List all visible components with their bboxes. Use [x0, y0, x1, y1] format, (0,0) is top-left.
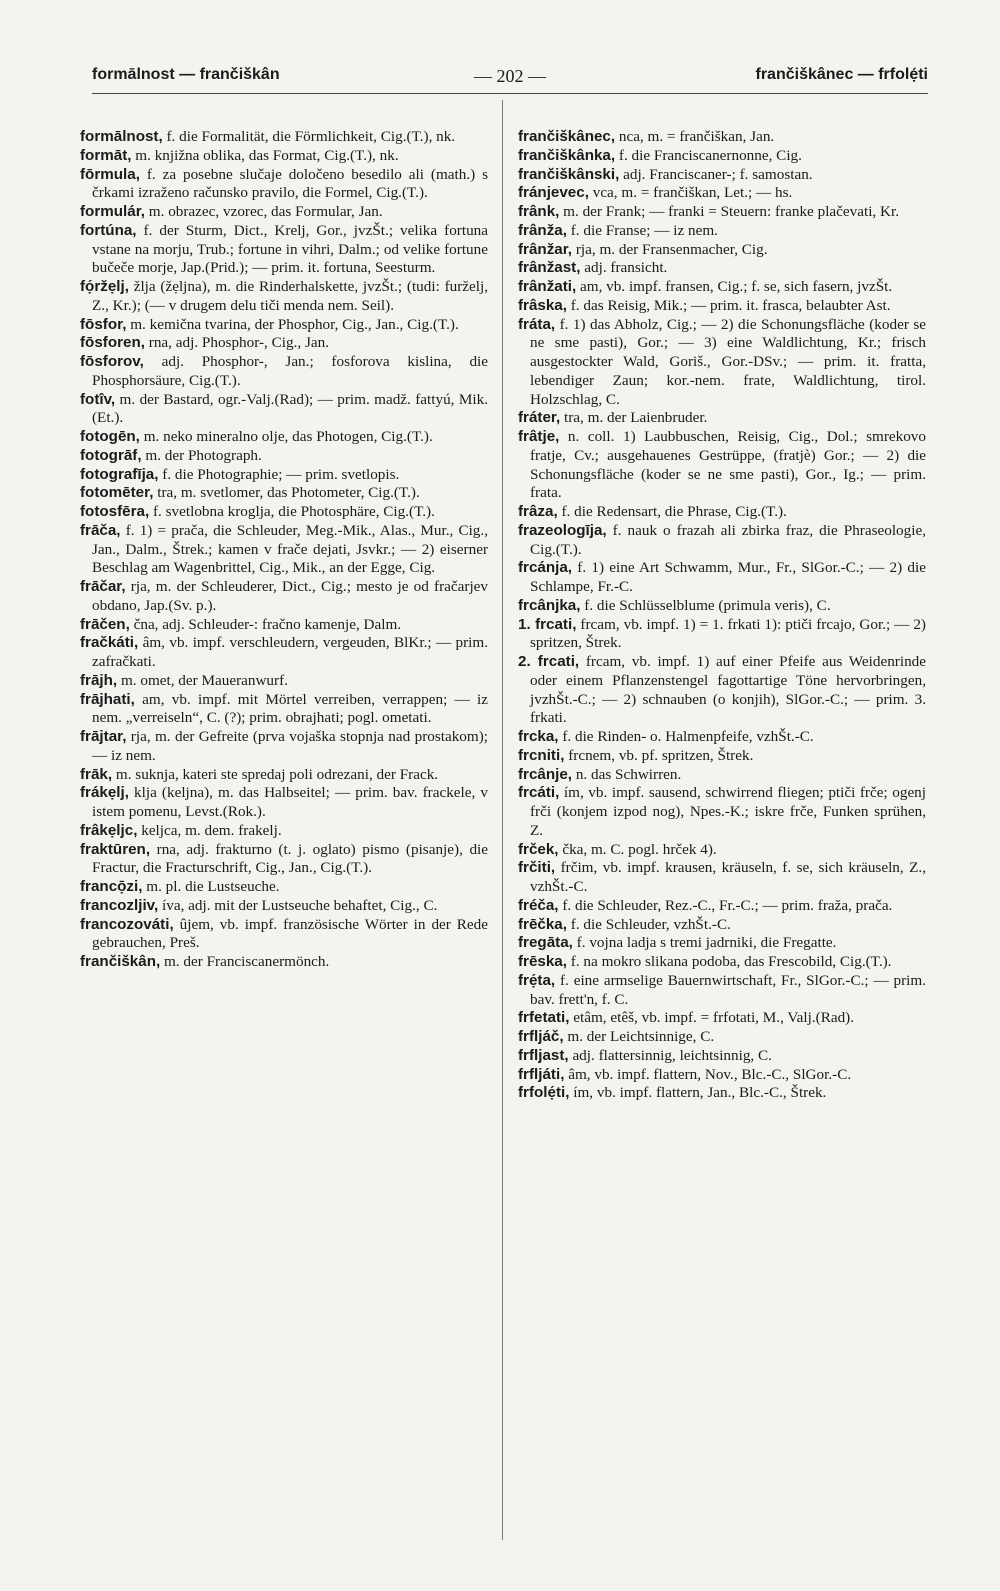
dictionary-entry: [80, 353, 488, 391]
entry-definition: âm, vb. impf. flattern, Nov., Blc.-C., SlGor.-C.: [564, 1065, 852, 1083]
dictionary-entry: [80, 166, 488, 204]
dictionary-entry: [518, 503, 926, 522]
entry-definition: adj. flattersinnig, leichtsinnig, C.: [568, 1046, 772, 1064]
entry-headword: frcânjka,: [518, 596, 581, 614]
dictionary-entry: [80, 334, 488, 353]
header-rule: [92, 93, 928, 94]
entry-definition: m. neko mineralno olje, das Photogen, Cig.(T.).: [139, 428, 433, 445]
entry-definition: f. die Franse; — iz nem.: [566, 221, 718, 239]
dictionary-entry: [80, 484, 488, 503]
entry-definition: frcam, vb. impf. 1) auf einer Pfeife aus Weidenrinde oder einem Pflanzenstengel fagottartige Töne hervorbringen, jvzhŠt.-C.; — 2) schnauben (o konjih), SlGor.-C.; — prim. 3. frkati.: [530, 653, 926, 727]
entry-definition: nca, m. = frančiškan, Jan.: [615, 128, 775, 145]
entry-definition: f. na mokro slikana podoba, das Frescobild, Cig.(T.).: [566, 953, 892, 970]
entry-headword: frânžast,: [518, 259, 581, 277]
entry-definition: f. die Redensart, die Phrase, Cig.(T.).: [557, 503, 787, 520]
entry-definition: m. der Photograph.: [141, 446, 262, 464]
entry-definition: f. die Photographie; — prim. svetlopis.: [158, 465, 400, 483]
dictionary-entry: [80, 278, 488, 316]
entry-definition: n. coll. 1) Laubbuschen, Reisig, Cig., Dol.; smrekovo fratje, Cv.; ausgehauenes Gestrüppe, (fratjè) Gor.; — 2) die Schonungsfläche (koder se ne sme pasti), Gor., Ig.; — prim. frata.: [530, 428, 926, 502]
entry-definition: f. 1) eine Art Schwamm, Mur., Fr., SlGor.-C.; — 2) die Schlampe, Fr.-C.: [530, 559, 926, 595]
entry-headword: frančiškânec,: [518, 128, 616, 145]
entry-definition: adj. Phosphor-, Jan.; fosforova kislina, die Phosphorsäure, Cig.(T.).: [92, 353, 488, 389]
entry-definition: frcnem, vb. pf. spritzen, Štrek.: [564, 746, 754, 764]
entry-definition: rja, m. der Fransenmacher, Cig.: [572, 240, 768, 258]
dictionary-entry: [518, 766, 926, 785]
right-column: [518, 128, 926, 1103]
page-header: [92, 66, 928, 88]
entry-definition: rna, adj. frakturno (t. j. oglato) pismo (pisanje), die Fractur, die Fracturschrift, Cig., Jan., Cig.(T.).: [92, 840, 488, 877]
dictionary-entry: [518, 784, 926, 840]
entry-definition: klja (keljna), m. das Halbseitel; — prim. bav. frackele, v istem pomenu, Levst.(Rok.).: [92, 784, 488, 820]
entry-definition: m. kemična tvarina, der Phosphor, Cig., Jan., Cig.(T.).: [126, 315, 459, 333]
dictionary-entry: [80, 766, 488, 785]
dictionary-entry: [518, 241, 926, 260]
entry-headword: frânžar,: [518, 240, 573, 258]
entry-definition: f. die Schleuder, vzhŠt.-C.: [566, 915, 731, 933]
dictionary-entry: [518, 1009, 926, 1028]
entry-headword: francozljiv,: [80, 896, 159, 914]
entry-definition: tra, m. svetlomer, das Photometer, Cig.(T.).: [153, 484, 420, 502]
entry-definition: m. der Franciscanermönch.: [160, 953, 330, 970]
entry-headword: frâtje,: [518, 428, 560, 445]
entry-definition: m. suknja, kateri ste spredaj poli odrezani, der Frack.: [112, 765, 439, 783]
entry-definition: m. obrazec, vzorec, das Formular, Jan.: [144, 203, 383, 220]
entry-headword: fotogēn,: [80, 428, 140, 445]
entry-definition: keljca, m. dem. frakelj.: [137, 821, 282, 839]
entry-headword: frāčen,: [80, 615, 130, 633]
entry-headword: frcánja,: [518, 559, 573, 577]
entry-definition: f. die Schlüsselblume (primula veris), C.: [580, 596, 831, 614]
dictionary-entry: [518, 953, 926, 972]
entry-headword: fotosfēra,: [80, 503, 150, 520]
entry-definition: am, vb. impf. mit Mörtel verreiben, verrappen; — iz nem. „verreiseln“, C. (?); prim. obrajhati; pogl. ometati.: [92, 690, 488, 727]
entry-definition: f. die Rinden- o. Halmenpfeife, vzhŠt.-C.: [558, 728, 814, 745]
dictionary-entry: [518, 1028, 926, 1047]
entry-definition: adj. fransicht.: [580, 259, 668, 277]
entry-headword: frfljáti,: [518, 1065, 565, 1083]
entry-headword: fračkáti,: [80, 634, 139, 652]
entry-headword: frančiškân,: [80, 953, 161, 970]
entry-definition: m. der Bastard, ogr.-Valj.(Rad); — prim. madž. fattyú, Mik.(Et.).: [92, 390, 488, 427]
entry-headword: frfljast,: [518, 1046, 569, 1064]
entry-definition: vca, m. = frančiškan, Let.; — hs.: [588, 184, 793, 202]
dictionary-entry: [80, 391, 488, 429]
dictionary-entry: [518, 184, 926, 203]
entry-headword: formāt,: [80, 146, 132, 164]
dictionary-entry: [518, 409, 926, 428]
dictionary-entry: [518, 203, 926, 222]
dictionary-entry: [80, 916, 488, 954]
dictionary-entry: [80, 691, 488, 729]
entry-definition: adj. Franciscaner-; f. samostan.: [619, 165, 813, 183]
dictionary-entry: [80, 634, 488, 672]
entry-headword: frančiškânka,: [518, 146, 616, 164]
entry-definition: m. der Leichtsinnige, C.: [563, 1028, 715, 1045]
entry-headword: frāk,: [80, 765, 113, 783]
entry-definition: f. za posebne slučaje določeno besedilo ali (math.) s črkami izraženo računsko pravilo, die Formel, Cig.(T.).: [92, 165, 488, 202]
entry-headword: frfolẹ́ti,: [518, 1084, 570, 1102]
dictionary-entry: [518, 222, 926, 241]
entry-headword: frâska,: [518, 296, 567, 314]
entry-headword: 1. frcati,: [518, 615, 577, 633]
dictionary-entry: [518, 653, 926, 728]
entry-definition: f. 1) = prača, die Schleuder, Meg.-Mik., Alas., Mur., Cig., Jan., Dalm., Štrek.; kamen v frače dejati, Jsvkr.; — 2) eiserner Beschlag am Wagenbrittel, Cig., Mik., an der Egge, Cig.: [92, 521, 488, 577]
entry-definition: rja, m. der Gefreite (prva vojaška stopnja nad prostakom); — iz nem.: [92, 728, 488, 764]
entry-headword: fọ́ržẹlj,: [80, 278, 129, 295]
entry-headword: frcáti,: [518, 784, 560, 802]
entry-definition: čna, adj. Schleuder-: fračno kamenje, Dalm.: [129, 615, 402, 633]
entry-definition: m. pl. die Lustseuche.: [142, 878, 280, 895]
dictionary-entry: [518, 1066, 926, 1085]
dictionary-entry: [518, 859, 926, 897]
entry-definition: f. 1) das Abholz, Cig.; — 2) die Schonungsfläche (koder se ne sme pasti), Gor.; — 3) eine Waldlichtung, Kr.; frisch ausgestockter Wald, Goriš., Gor.-DSv.; — prim. it. fratta, lebendiger Zaun; kor.-nem. frate, Waldlichtung, tirol. Holzschlag, C.: [530, 315, 926, 408]
entry-definition: f. eine armselige Bauernwirtschaft, Fr., SlGor.-C.; — prim. bav. frett'n, f. C.: [530, 971, 926, 1008]
dictionary-entry: [518, 316, 926, 410]
entry-definition: f. die Schleuder, Rez.-C., Fr.-C.; — prim. fraža, prača.: [558, 896, 893, 914]
entry-headword: frček,: [518, 840, 559, 858]
dictionary-entry: [518, 1047, 926, 1066]
entry-headword: frâkẹljc,: [80, 821, 138, 839]
entry-definition: tra, m. der Laienbruder.: [560, 409, 708, 427]
dictionary-entry: [80, 616, 488, 635]
entry-definition: f. nauk o frazah ali zbirka fraz, die Phraseologie, Cig.(T.).: [530, 521, 926, 558]
dictionary-entry: [518, 259, 926, 278]
dictionary-entry: [518, 128, 926, 147]
entry-headword: frẹ́ta,: [518, 971, 556, 989]
entry-headword: fotîv,: [80, 390, 116, 408]
dictionary-entry: [80, 428, 488, 447]
entry-headword: fōsforov,: [80, 353, 144, 370]
entry-headword: frazeologīja,: [518, 521, 607, 539]
dictionary-entry: [80, 878, 488, 897]
entry-headword: fōrmula,: [80, 165, 140, 183]
entry-definition: am, vb. impf. fransen, Cig.; f. se, sich fasern, jvzŠt.: [576, 278, 893, 295]
entry-definition: m. knjižna oblika, das Format, Cig.(T.), nk.: [131, 146, 399, 164]
dictionary-entry: [518, 728, 926, 747]
dictionary-entry: [80, 953, 488, 972]
dictionary-entry: [518, 166, 926, 185]
entry-headword: frāča,: [80, 521, 121, 539]
dictionary-entry: [80, 128, 488, 147]
entry-definition: ûjem, vb. impf. französische Wörter in der Rede gebrauchen, Preš.: [92, 915, 488, 952]
entry-headword: fráta,: [518, 315, 556, 333]
entry-headword: fotogrāf,: [80, 446, 142, 464]
dictionary-entry: [518, 297, 926, 316]
dictionary-entry: [80, 784, 488, 822]
entry-definition: âm, vb. impf. verschleudern, vergeuden, BlKr.; — prim. zafračkati.: [92, 634, 488, 670]
entry-headword: formālnost,: [80, 128, 163, 145]
entry-definition: f. das Reisig, Mik.; — prim. it. frasca, belaubter Ast.: [566, 296, 891, 314]
dictionary-entry: [80, 222, 488, 278]
entry-definition: f. vojna ladja s tremi jadrniki, die Fregatte.: [572, 934, 837, 952]
entry-headword: formulár,: [80, 203, 145, 220]
dictionary-entry: [518, 428, 926, 503]
dictionary-entry: [80, 841, 488, 879]
entry-headword: frčiti,: [518, 859, 556, 877]
dictionary-entry: [80, 503, 488, 522]
entry-headword: fōsforen,: [80, 334, 145, 352]
dictionary-entry: [518, 1084, 926, 1103]
dictionary-entry: [80, 147, 488, 166]
entry-definition: rja, m. der Schleuderer, Dict., Cig.; mesto je od fračarjev obdano, Jap.(Sv. p.).: [92, 578, 488, 614]
dictionary-entry: [518, 278, 926, 297]
dictionary-entry: [518, 747, 926, 766]
entry-headword: frânk,: [518, 203, 560, 220]
entry-headword: frfljáč,: [518, 1028, 564, 1045]
entry-definition: f. die Franciscanernonne, Cig.: [615, 146, 802, 164]
dictionary-entry: [80, 897, 488, 916]
entry-definition: žlja (žẹljna), m. die Rinderhalskette, jvzŠt.; (tudi: furželj, Z., Kr.); (— v drugem delu tiči menda nem. Seil).: [92, 278, 488, 314]
entry-definition: f. der Sturm, Dict., Krelj, Gor., jvzŠt.; velika fortuna vstane na morju, Trub.; fortune in vihri, Dalm.; od velike fortune bučeče morje, Jap.(Prid.); — prim. it. fortuna, Seesturm.: [92, 221, 488, 277]
entry-headword: 2. frcati,: [518, 653, 580, 670]
entry-definition: n. das Schwirren.: [572, 765, 682, 783]
entry-headword: frânža,: [518, 221, 567, 239]
entry-definition: čka, m. C. pogl. hrček 4).: [558, 840, 717, 858]
entry-headword: frēčka,: [518, 915, 567, 933]
entry-headword: francozováti,: [80, 915, 174, 933]
entry-definition: frčim, vb. impf. krausen, kräuseln, f. se, sich kräuseln, Z., vzhŠt.-C.: [530, 859, 926, 895]
entry-headword: francọ̄zi,: [80, 878, 143, 895]
dictionary-entry: [518, 972, 926, 1010]
entry-definition: etâm, etêš, vb. impf. = frfotati, M., Valj.(Rad).: [569, 1009, 855, 1027]
column-divider: [502, 100, 503, 1540]
entry-headword: fōsfor,: [80, 315, 127, 333]
entry-headword: fraktūren,: [80, 840, 151, 858]
entry-definition: f. svetlobna kroglja, die Photosphäre, Cig.(T.).: [149, 503, 435, 520]
entry-definition: m. der Frank; — franki = Steuern: franke plačevati, Kr.: [559, 203, 899, 220]
entry-headword: frājh,: [80, 671, 118, 689]
entry-headword: frcka,: [518, 728, 559, 745]
entry-headword: fránjevec,: [518, 184, 589, 202]
dictionary-entry: [518, 897, 926, 916]
dictionary-entry: [80, 522, 488, 578]
dictionary-entry: [518, 522, 926, 560]
left-column: [80, 128, 488, 972]
entry-headword: frcânje,: [518, 765, 573, 783]
entry-headword: frcniti,: [518, 746, 565, 764]
entry-headword: frājtar,: [80, 728, 127, 745]
dictionary-entry: [80, 672, 488, 691]
entry-headword: frfetati,: [518, 1009, 570, 1027]
entry-headword: frânžati,: [518, 278, 577, 295]
entry-headword: fregāta,: [518, 934, 573, 952]
entry-headword: frančiškânski,: [518, 165, 620, 183]
entry-headword: frēska,: [518, 953, 567, 970]
dictionary-entry: [518, 841, 926, 860]
entry-headword: fotografīja,: [80, 465, 159, 483]
dictionary-entry: [80, 466, 488, 485]
entry-definition: m. omet, der Maueranwurf.: [117, 671, 288, 689]
dictionary-entry: [518, 934, 926, 953]
dictionary-entry: [518, 616, 926, 654]
entry-headword: fréča,: [518, 896, 559, 914]
entry-definition: f. die Formalität, die Förmlichkeit, Cig.(T.), nk.: [162, 128, 456, 145]
entry-headword: fortúna,: [80, 221, 137, 239]
dictionary-entry: [80, 316, 488, 335]
dictionary-entry: [80, 728, 488, 766]
entry-headword: frāčar,: [80, 578, 126, 595]
dictionary-entry: [518, 147, 926, 166]
header-right-range: frančiškânec — frfolẹ́ti: [755, 66, 928, 83]
dictionary-entry: [80, 578, 488, 616]
dictionary-entry: [80, 203, 488, 222]
dictionary-entry: [518, 916, 926, 935]
dictionary-entry: [80, 447, 488, 466]
header-left-range: formālnost — frančiškân: [92, 66, 280, 83]
entry-headword: frákẹlj,: [80, 784, 129, 802]
dictionary-entry: [518, 597, 926, 616]
dictionary-entry: [518, 559, 926, 597]
entry-definition: frcam, vb. impf. 1) = 1. frkati 1): ptiči frcajo, Gor.; — 2) spritzen, Štrek.: [530, 615, 926, 652]
entry-headword: frâza,: [518, 503, 558, 520]
entry-definition: íva, adj. mit der Lustseuche behaftet, Cig., C.: [158, 896, 438, 914]
page-number: — 202 —: [474, 66, 546, 86]
dictionary-entry: [80, 822, 488, 841]
entry-definition: rna, adj. Phosphor-, Cig., Jan.: [144, 334, 330, 352]
entry-headword: frājhati,: [80, 690, 135, 708]
entry-definition: ím, vb. impf. sausend, schwirrend fliegen; ptiči frče; ogenj frči (konjem izpod nog), Npes.-K.; iskre frče, Funken sprühen, Z.: [530, 784, 926, 839]
entry-headword: fráter,: [518, 409, 561, 427]
entry-headword: fotomēter,: [80, 484, 154, 502]
entry-definition: ím, vb. impf. flattern, Jan., Blc.-C., Štrek.: [569, 1084, 827, 1102]
